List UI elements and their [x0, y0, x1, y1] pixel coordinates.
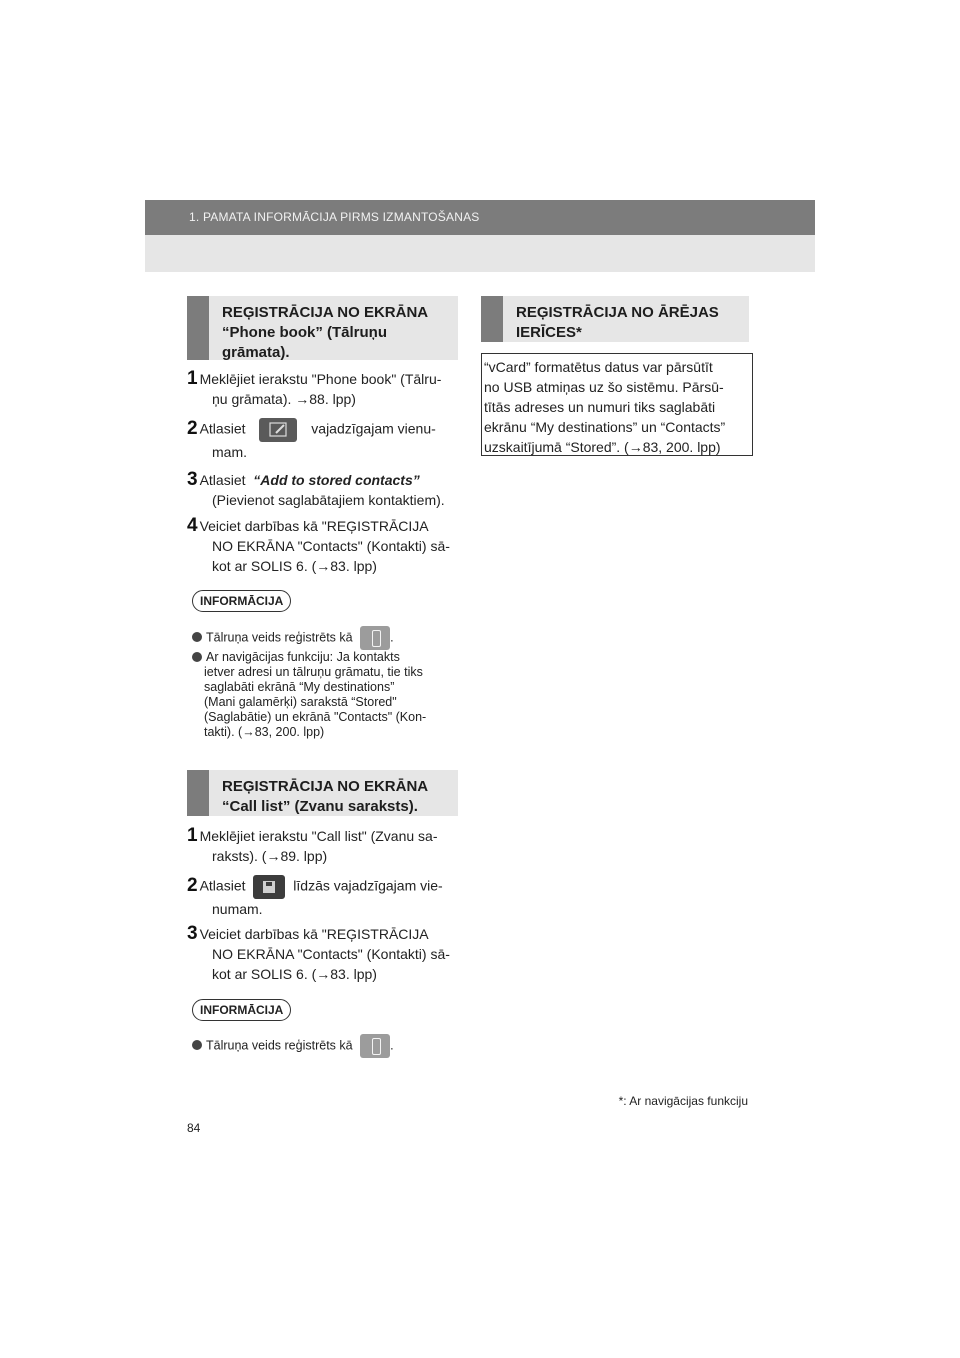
info-label: INFORMĀCIJA [192, 999, 291, 1021]
section-title-call-list: REĢISTRĀCIJA NO EKRĀNA “Call list” (Zvanu saraksts). [187, 770, 458, 816]
info-bullet: Tālruņa veids reģistrēts kā . [192, 1034, 460, 1058]
phone-type-icon [360, 626, 390, 650]
section-title-external-device: REĢISTRĀCIJA NO ĀRĒJAS IERĪCES* [481, 296, 749, 342]
step-2-phone-book: 2 Atlasiet vajadzīgajam vienu- mam. [187, 417, 436, 460]
phone-type-icon [360, 1034, 390, 1058]
footnote: *: Ar navigācijas funkciju [618, 1094, 748, 1108]
step-2-call-list: 2 Atlasiet līdzās vajadzīgajam vie- numam. [187, 874, 443, 917]
step-1-phone-book: 1 Meklējiet ierakstu "Phone book" (Tālru- ņu grāmata). →88. lpp) [187, 368, 442, 407]
page-number: 84 [187, 1121, 201, 1135]
step-4-phone-book: 4 Veiciet darbības kā "REĢISTRĀCIJA NO EKRĀNA "Contacts" (Kontakti) sā- kot ar SOLIS 6. (→83. lpp) [187, 515, 450, 574]
info-bullet: Tālruņa veids reģistrēts kā . [192, 626, 460, 650]
save-icon[interactable] [253, 875, 285, 899]
section-title-phone-book: REĢISTRĀCIJA NO EKRĀNA “Phone book” (Tālruņu grāmata). [187, 296, 458, 360]
info-label: INFORMĀCIJA [192, 590, 291, 612]
info-bullet: Ar navigācijas funkciju: Ja kontakts ietver adresi un tālruņu grāmatu, tie tiks saglabāti ekrānā “My destinations” (Mani galamērķi) sarakstā “Stored" (Saglabātie) un ekrānā "Contacts" (Kon- takti). (→83, 200. lpp) [192, 650, 460, 740]
header-title: 1. PAMATA INFORMĀCIJA PIRMS IZMANTOŠANAS [189, 210, 480, 224]
add-to-stored-contacts-label: “Add to stored contacts” [253, 472, 420, 488]
step-3-call-list: 3 Veiciet darbības kā "REĢISTRĀCIJA NO EKRĀNA "Contacts" (Kontakti) sā- kot ar SOLIS 6. (→83. lpp) [187, 923, 450, 982]
step-3-phone-book: 3 Atlasiet “Add to stored contacts” (Pievienot saglabātajiem kontaktiem). [187, 469, 445, 508]
vcard-note-box: “vCard” formatētus datus var pārsūtīt no USB atmiņas uz šo sistēmu. Pārsū- tītās adreses un numuri tiks saglabāti ekrānu “My destinations” un “Contacts” uzskaitījumā “Stored”. (→83, 200. lpp) [481, 353, 753, 456]
edit-icon[interactable] [259, 418, 297, 442]
step-1-call-list: 1 Meklējiet ierakstu "Call list" (Zvanu sa- raksts). (→89. lpp) [187, 825, 438, 864]
page-header [145, 200, 815, 235]
header-band [145, 235, 815, 272]
